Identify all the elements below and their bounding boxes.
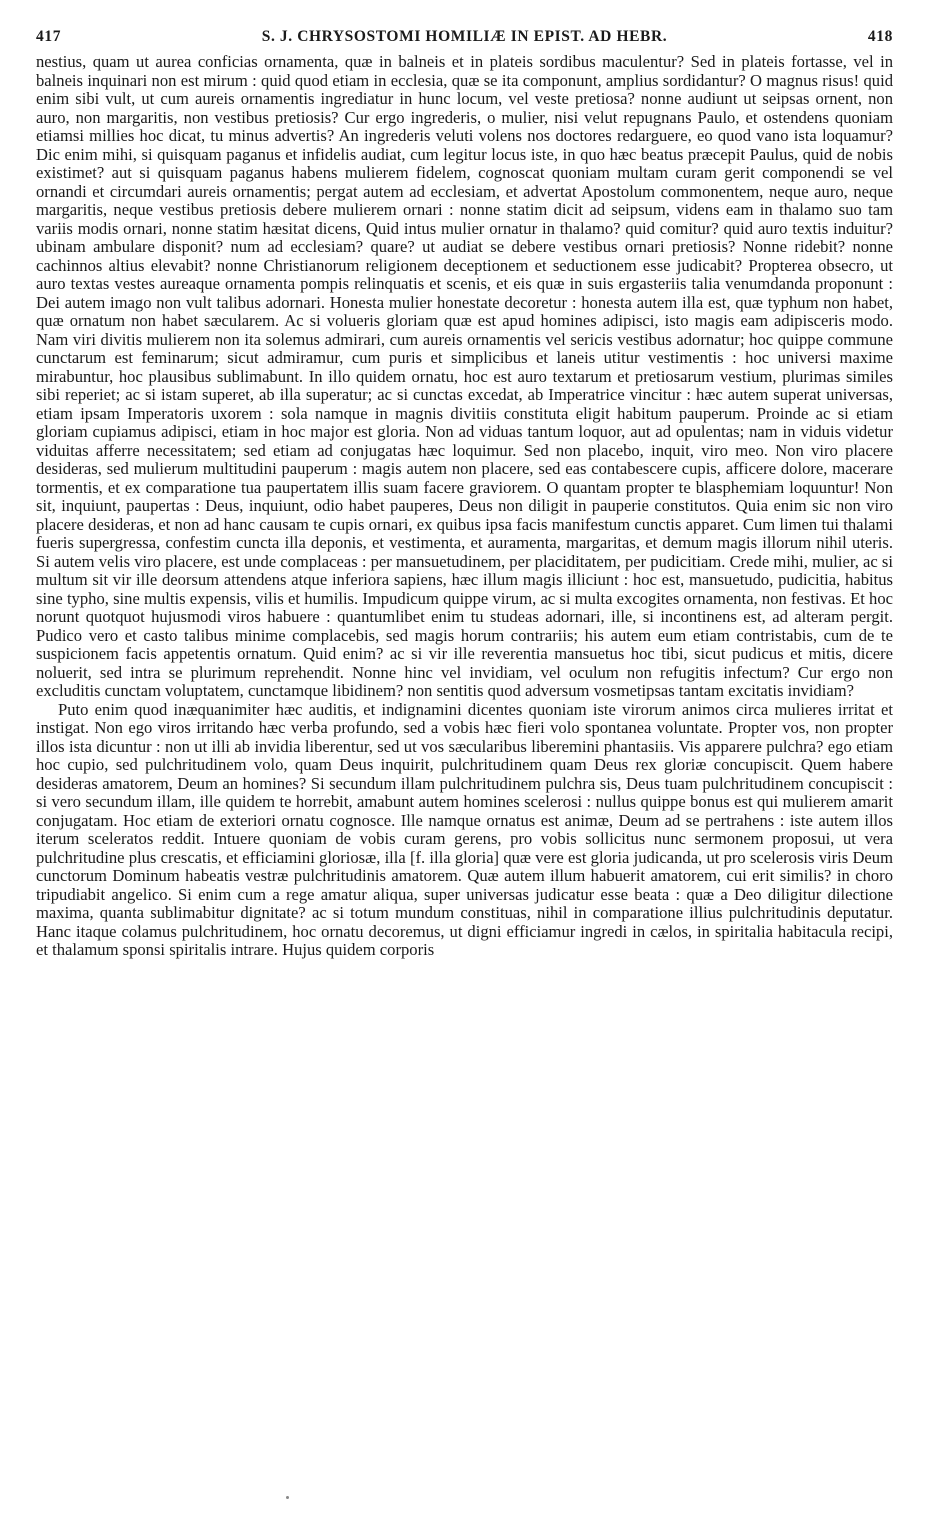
body-text bbox=[36, 53, 893, 960]
right-page-number: 418 bbox=[867, 28, 893, 45]
paragraph: nestius, quam ut aurea conficias ornamenta, quæ in balneis et in plateis sordibus maculentur? Sed in plateis fortasse, vel in balneis inquinari non est mirum : quid quod etiam in ecclesia, quæ se ita componunt, amplius sordidantur? O magnus risus! quid enim sibi vult, ut cum aureis ornamentis ingrediatur in hunc locum, vel veste pretiosa? nonne audiunt ut seipsas ornent, non auro, non margaritis, non vestibus pretiosis? Cur ergo ingrederis, o mulier, nisi velut repugnans Paulo, et ostendens quoniam etiamsi millies hoc dicat, tu minus advertis? An ingrederis veluti volens nos doctores redarguere, eo quod vano ista loquamur? Dic enim mihi, si quisquam paganus et infidelis audiat, cum legitur locus iste, in quo hæc beatus præcepit Paulus, quid de nobis existimet? aut si quisquam paganus habens mulierem fidelem, cognoscat quoniam multam curam gerit componendi se vel ornandi et circumdari aureis ornamentis; pergat autem ad ecclesiam, et advertat Apostolum commonentem, neque auro, neque margaritis, neque vestibus pretiosis debere mulierem ornari : nonne statim dicit ad seipsum, videns eam in thalamo suo tam variis modis ornari, nonne statim hæsitat dicens, Quid intus mulier ornatur in thalamo? quid comitur? quid auro textis induitur? ubinam ambulare disponit? num ad ecclesiam? quare? ut audiat se debere vestibus ornari pretiosis? Nonne ridebit? nonne cachinnos altius elevabit? nonne Christianorum religionem deceptionem et seductionem esse judicabit? Propterea obsecro, ut auro textas vestes aureaque ornamenta pompis relinquatis et scenis, et eis quæ in suis ergasteriis talia venumdanda proponunt : Dei autem imago non vult talibus adornari. Honesta mulier honestate decoretur : honesta autem illa est, quæ typhum non habet, quæ ornatum non habet sæcularem. Ac si volueris gloriam quæ est apud homines adipisci, isto magis eam adipisceris modo. Nam viri divitis mulierem non ita solemus admirari, cum aureis ornamentis vel sericis vestibus adornatur; hoc quippe commune cunctarum est feminarum; sicut admiramur, cum puris et simplicibus et laneis utitur vestimentis : hoc universi maxime mirabuntur, hoc plausibus sublimabunt. In illo quidem ornatu, hoc est auro textarum et pretiosarum vestium, plurimas similes sibi reperiet; ac si istam superet, ab illa superatur; ac si cunctas excedat, ab Imperatrice vincitur : hæc autem superat universas, etiam ipsam Imperatoris uxorem : sola namque in magnis divitiis constituta eligit habitum pauperum. Proinde ac si etiam gloriam cupiamus adipisci, etiam in hoc major est gloria. Non ad viduas tantum loquor, aut ad opulentas; nam in viduis videtur viduitas afferre necessitatem; sed etiam ad conjugatas hæc loquimur. Sed non placebo, inquit, viro meo. Non viro placere desideras, sed mulierum multitudini pauperum : magis autem non placere, sed eas contabescere cupis, afficere dolore, macerare tormentis, et ex comparatione tua paupertatem illis suam facere graviorem. O quantam propter te blasphemiam loquuntur! Non sit, inquiunt, paupertas : Deus, inquiunt, odio habet pauperes, Deus non diligit in pauperie constitutos. Quia enim sic non viro placere desideras, et non ad hanc causam te cupis ornari, ex quibus ipsa facis manifestum cunctis apparet. Cum limen tui thalami fueris supergressa, confestim cuncta illa deponis, et vestimenta, et auramenta, margaritas, et demum magis illorum nihil uteris. Si autem velis viro placere, est unde complaceas : per mansuetudinem, per placiditatem, per pudicitiam. Crede mihi, mulier, ac si multum sit vir ille deorsum attendens atque inferiora sapiens, hæc illum magis illiciunt : hoc est, mansuetudo, pudicitia, habitus sine typho, sine multis expensis, vilis et humilis. Impudicum quippe virum, ac si multa excogites ornamenta, non festivas. Et hoc norunt quotquot hujusmodi viros habuere : quantumlibet enim tu studeas adornari, ille, si incontinens est, ad alteram pergit. Pudico vero et casto talibus minime complacebis, sed magis horum contrariis; his autem eum etiam contristabis, cum de te suspicionem facis appetentis ornatum. Quid enim? ac si vir ille reverentia mansuetus hoc tibi, sicut pudicus et mitis, dicere noluerit, sed intra se plurimum reprehendit. Nonne hinc vel invidiam, vel oculum non refugitis infectum? Cur ergo non excluditis cunctam voluptatem, cunctamque libidinem? non sentitis quod adversum vosmetipsas tantam excitatis invidiam? bbox=[36, 52, 893, 700]
running-header bbox=[36, 28, 893, 52]
paragraph: Puto enim quod inæquanimiter hæc auditis, et indignamini dicentes quoniam iste virorum animos circa mulieres irritat et instigat. Non ego viros irritando hæc verba profundo, sed a vobis hæc fieri volo spontanea voluntate. Propter vos, non propter illos ista dicuntur : non ut illi ab invidia liberentur, sed ut vos sæcularibus liberemini phantasiis. Vis apparere pulchra? ego etiam hoc cupio, sed pulchritudinem volo, quam Deus inquirit, pulchritudinem quam Deus rex gloriæ concupiscit. Quem habere desideras amatorem, Deum an homines? Si secundum illam pulchritudinem pulchra sis, Deus tuam pulchritudinem concupiscit : si vero secundum illam, ille quidem te horrebit, amabunt autem homines scelerosi : nullus quippe bonus est qui mulierem amarit conjugatam. Hoc etiam de exteriori ornatu cognosce. Ille namque ornatus est animæ, Deum ad se pertrahens : iste autem illos iterum sceleratos reddit. Intuere quoniam de vobis curam gerens, pro vobis sollicitus nunc sermonem proposui, ut vera pulchritudine plus crescatis, et efficiamini gloriosæ, illa [f. illa gloria] quæ vere est gloria judicanda, ut pro scelerosis viris Deum cunctorum Dominum habeatis vestræ pulchritudinis amatorem. Quæ autem illum habuerit amatorem, cui erit similis? in choro tripudiabit angelico. Si enim cum a rege amatur aliqua, super universas judicatur esse beata : quæ a Deo diligitur dilectione maxima, quanta sublimabitur dignitate? ac si totum mundum constituas, nihil in comparatione illius pulchritudinis deputatur. Hanc itaque colamus pulchritudinem, hoc ornatu decoremus, ut digni efficiamur ingredi in cælos, in spiritalia habitacula recipi, et thalamum sponsi spiritalis intrare. Hujus quidem corporis bbox=[36, 699, 893, 959]
ink-speck bbox=[286, 1496, 289, 1499]
left-page-number: 417 bbox=[36, 28, 62, 45]
running-title: S. J. CHRYSOSTOMI HOMILIÆ IN EPIST. AD HEBR. bbox=[261, 28, 668, 45]
